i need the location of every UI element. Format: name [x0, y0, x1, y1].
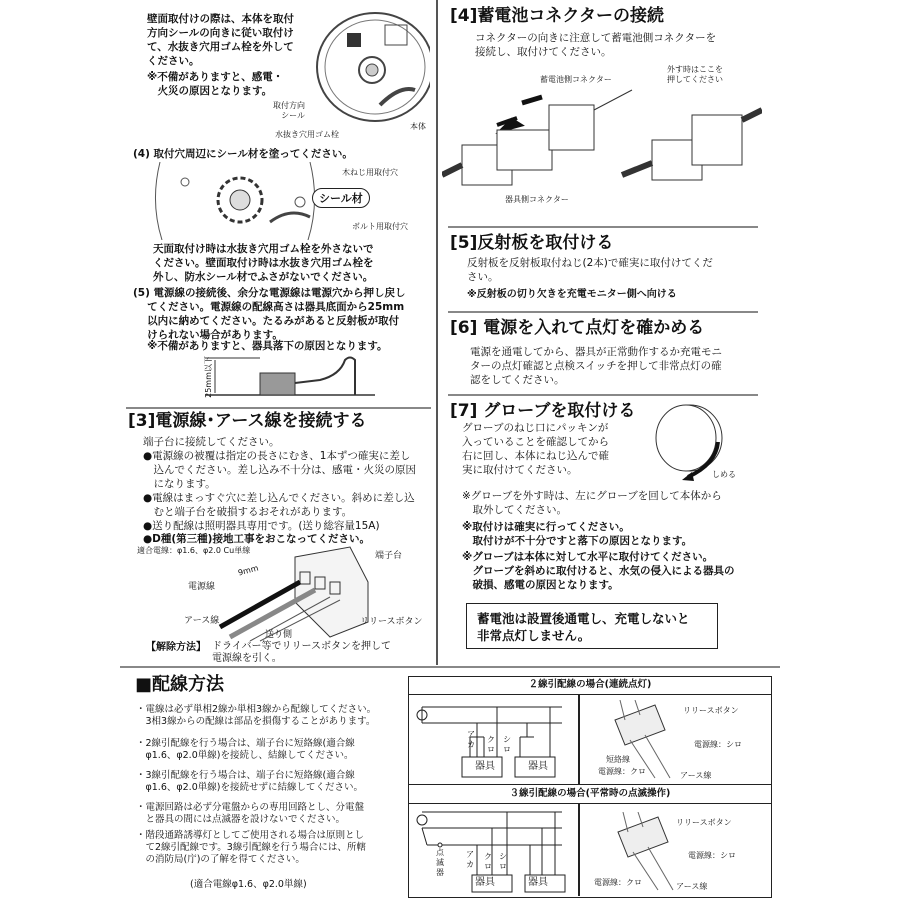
section-4-title: [4]蓄電池コネクターの接続 — [450, 6, 665, 26]
label-direction-seal: 取付方向 シール — [273, 101, 305, 120]
diagram-divider — [578, 803, 580, 896]
label-wood-screw-hole: 木ねじ用取付穴 — [342, 168, 398, 177]
wiring-bullet-1: ・電線は必ず単相2線か単相3線から配線してください。 3相3線からの配線は部品を損傷することがあります。 — [136, 704, 377, 727]
label-power-white: 電源線：シロ — [688, 851, 736, 860]
wire-black-label: クロ — [487, 735, 495, 754]
label-25mm: 25mm以下 — [203, 356, 213, 398]
label-release-button: リリースボタン — [360, 617, 423, 627]
section-7-note-1: ※グローブを外す時は、左にグローブを回して本体から 取外してください。 — [462, 490, 722, 516]
label-release-button: リリースボタン — [683, 706, 739, 715]
connector-illustration — [442, 85, 762, 200]
wiring-bullet-3: ・3線引配線を行う場合は、端子台に短絡線(適合線 φ1.6、φ2.0単線)を接続せずに結線してください。 — [136, 770, 363, 793]
label-power-black: 電源線：クロ — [598, 767, 646, 776]
wire-spec: 適合電線：φ1.6、φ2.0 Cu単線 — [137, 546, 251, 555]
ceiling-mount-paragraph: 天面取付け時は水抜き穴用ゴム栓を外さないで ください。壁面取付け時は水抜き穴用ゴム栓を 外し、防水シール材でふさがないでください。 — [153, 243, 374, 283]
section-7-note-3: ※グローブは本体に対して水平に取付けてください。 グローブを斜めに取付けると、水気の侵入による器具の 破損、感電の原因となります。 — [462, 551, 735, 591]
label-fixture-connector: 器具側コネクター — [505, 195, 569, 204]
section-5-title: [5]反射板を取付ける — [450, 233, 614, 253]
section-6-text: 電源を通電してから、器具が正常動作するか充電モニ ターの点灯確認と点検スイッチを押して非常点灯の確 認をしてください。 — [470, 346, 722, 386]
terminal-block-illustration — [200, 542, 380, 642]
wiring-bullet-2: ・2線引配線を行う場合は、端子台に短絡線(適合線 φ1.6、φ2.0単線)を接続し、結線してください。 — [136, 738, 355, 761]
wire-red-label: アカ — [466, 850, 474, 869]
sealant-illustration — [150, 162, 320, 240]
wiring-bullet-5: ・階段通路誘導灯としてご使用される場合は原則とし て2線引配線です。3線引配線を行う場合には、所轄 の消防局(庁)の了解を得てください。 — [136, 830, 366, 865]
fixture-label: 器具 — [528, 761, 548, 772]
fixture-body-illustration — [300, 5, 430, 135]
section-5-note: ※反射板の切り欠きを充電モニター側へ向ける — [467, 289, 677, 300]
label-power-wire: 電源線 — [188, 582, 216, 592]
wire-white-label: シロ — [499, 852, 507, 871]
wiring-bullet-4: ・電源回路は必ず分電盤からの専用回路とし、分電盤 と器具の間には点滅器を設けないでください。 — [136, 802, 365, 825]
fixture-label: 器具 — [528, 877, 548, 888]
section-4-text: コネクターの向きに注意して蓄電池側コネクターを 接続し、取付けてください。 — [475, 32, 717, 58]
diagram-divider — [578, 695, 580, 784]
label-feed-side: 送り側 — [265, 630, 293, 640]
section-3-bullet-3: ●送り配線は照明器具専用です。(送り総容量15A) — [143, 520, 380, 532]
wire-black-label: クロ — [484, 852, 492, 871]
section-5-text: 反射板を反射板取付ねじ(2本)で確実に取付けてくだ さい。 — [467, 257, 713, 283]
label-body: 本体 — [410, 122, 426, 131]
section-6-title: [6] 電源を入れて点灯を確かめる — [450, 318, 705, 338]
wire-white-label: シロ — [503, 735, 511, 754]
section-7-note-2: ※取付けは確実に行ってください。 取付けが不十分ですと落下の原因となります。 — [462, 521, 693, 547]
label-short-wire: 短絡線 — [606, 755, 630, 764]
divider — [126, 407, 431, 409]
battery-notice-text: 蓄電池は設置後通電し、充電しないと 非常点灯しません。 — [477, 611, 690, 643]
label-tighten: しめる — [712, 470, 736, 479]
wiring-caption: (適合電線φ1.6、φ2.0単線) — [190, 879, 307, 890]
label-9mm: 9mm — [237, 563, 260, 578]
wiring-title: ■配線方法 — [135, 674, 225, 695]
section-7-text: グローブのねじ口にパッキンが 入っていることを確認してから 右に回し、本体にねじ込んで確 実に取付けてください。 — [462, 422, 609, 476]
column-divider — [436, 0, 438, 665]
section-3-bullet-4: ●D種(第三種)接地工事をおこなってください。 — [143, 533, 370, 545]
label-release-button: リリースボタン — [676, 818, 732, 827]
divider — [120, 666, 780, 668]
wall-mount-paragraph: 壁面取付けの際は、本体を取付 方向シールの向きに従い取付け て、水抜き穴用ゴム栓を外して ください。 — [147, 13, 294, 67]
label-sealant: シール材 — [312, 188, 370, 208]
wall-mount-warning: ※不備がありますと、感電・ 火災の原因となります。 — [147, 71, 284, 97]
switch-label: 点滅器 — [436, 848, 444, 877]
label-power-black: 電源線：クロ — [594, 878, 642, 887]
divider — [448, 394, 758, 396]
step-5-text: (5) 電源線の接続後、余分な電源線は電源穴から押し戻し てください。電源線の配線高さは器具底面から25mm 以内に納めてください。たるみがあると反射板が取付 けられない場合があります。 — [133, 287, 406, 341]
section-3-bullet-1: ●電源線の被覆は指定の長さにむき、1本ずつ確実に差し 込んでください。差し込み不十分は、感電・火災の原因 になります。 — [143, 450, 416, 490]
label-battery-connector: 蓄電池側コネクター — [540, 75, 612, 84]
section-3-bullet-2: ●電線はまっすぐ穴に差し込んでください。斜めに差し込 むと端子台を破損するおそれがあります。 — [143, 492, 415, 518]
divider — [448, 226, 758, 228]
fixture-label: 器具 — [475, 877, 495, 888]
battery-notice-box — [466, 603, 718, 649]
diagram-2-wire-title: ２線引配線の場合(連続点灯) — [409, 676, 771, 695]
label-earth-wire: アース線 — [680, 771, 712, 780]
section-3-title: [3]電源線･アース線を接続する — [128, 411, 367, 431]
wire-height-illustration — [200, 355, 380, 403]
label-terminal-block: 端子台 — [375, 551, 403, 561]
section-3-intro: 端子台に接続してください。 — [143, 436, 280, 448]
release-method-label: 【解除方法】 — [146, 642, 206, 653]
label-earth-wire: アース線 — [676, 882, 708, 891]
diagram-3-wire-title: ３線引配線の場合(平常時の点滅操作) — [409, 784, 771, 804]
step-5-warning: ※不備がありますと、器具落下の原因となります。 — [133, 340, 388, 352]
label-power-white: 電源線：シロ — [694, 740, 742, 749]
divider — [448, 311, 758, 313]
release-method-text: ドライバー等でリリースボタンを押して 電源線を引く。 — [212, 641, 391, 664]
label-press-here: 外す時はここを 押してください — [667, 65, 723, 84]
label-drain-plug: 水抜き穴用ゴム栓 — [275, 130, 339, 139]
label-bolt-hole: ボルト用取付穴 — [352, 222, 408, 231]
fixture-label: 器具 — [475, 761, 495, 772]
section-7-title: [7] グローブを取付ける — [450, 401, 636, 421]
wire-red-label: アカ — [467, 730, 475, 749]
step-4-text: (4) 取付穴周辺にシール材を塗ってください。 — [133, 148, 353, 160]
label-earth-wire: アース線 — [184, 616, 220, 626]
